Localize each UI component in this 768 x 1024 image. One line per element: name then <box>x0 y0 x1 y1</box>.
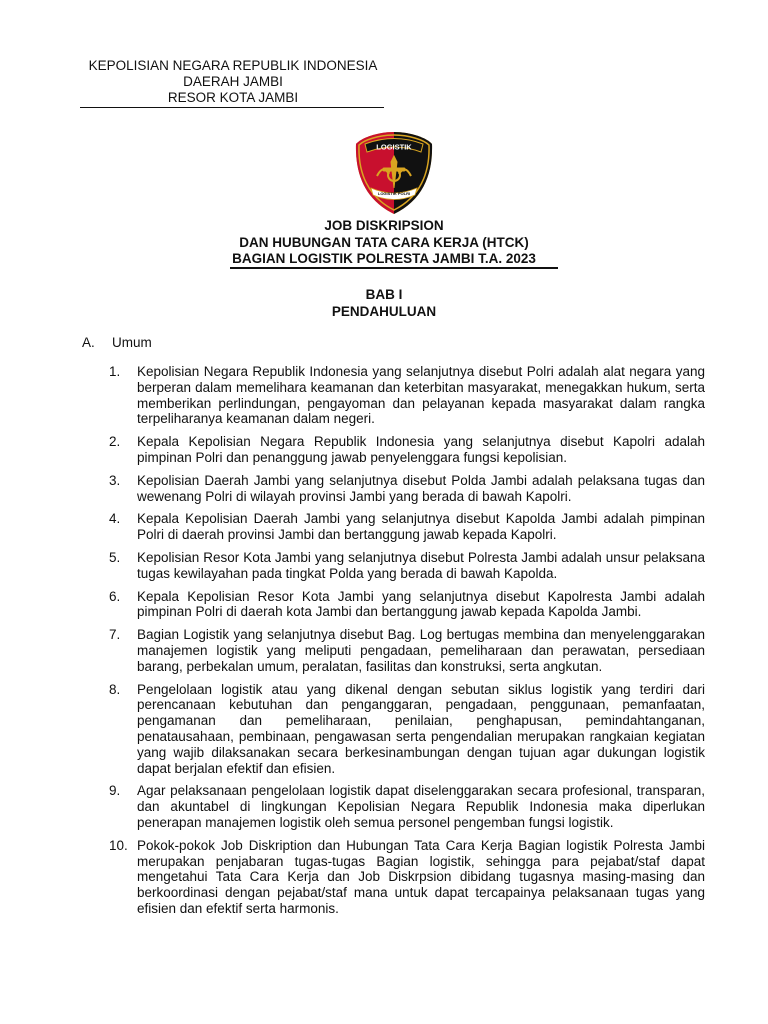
title-line-2: DAN HUBUNGAN TATA CARA KERJA (HTCK) <box>239 234 529 250</box>
list-item <box>109 838 705 917</box>
emblem-ribbon-label: LOGISTIK POLRI <box>377 191 411 196</box>
letterhead <box>80 58 386 106</box>
list-item-text: Kepala Kepolisian Negara Republik Indonesia yang selanjutnya disebut Kapolri adalah pimpinan Polri dan penanggung jawab penyelenggara fungsi kepolisian. <box>137 434 705 465</box>
list-item-text: Kepolisian Resor Kota Jambi yang selanjutnya disebut Polresta Jambi adalah unsur pelaksana tugas kewilayahan pada tingkat Polda yang berada di bawah Kapolda. <box>137 549 705 581</box>
list-item-number: 4. <box>109 511 121 527</box>
list-item-text: Pengelolaan logistik atau yang dikenal dengan sebutan siklus logistik yang terdiri dari perencanaan kebutuhan dan penganggaran, pengadaan, penggunaan, pemanfaatan, pengamanan dan pemeliharaan, penilaian, penghapusan, pemindahtanganan, penatausahaan, pembinaan, pengawasan serta pengendalian merupakan rangkaian kegiatan yang wajib dilaksanakan secara berkesinambungan dengan tujuan agar dukungan logistik dapat berjalan efektif dan efisien. <box>137 681 705 776</box>
list-item <box>109 589 705 621</box>
list-item-number: 5. <box>109 549 121 565</box>
chapter-name: PENDAHULUAN <box>331 303 437 319</box>
list-item-text: Agar pelaksanaan pengelolaan logistik dapat diselenggarakan secara profesional, transparan, dan akuntabel di lingkungan Kepolisian Negara Republik Indonesia maka diperlukan penerapan manajemen logistik oleh semua personel pengemban fungsi logistik. <box>137 783 705 830</box>
list-item-number: 8. <box>109 681 121 697</box>
list-item-text: Kepala Kepolisian Resor Kota Jambi yang selanjutnya disebut Kapolresta Jambi adalah pimpinan Polri di daerah kota Jambi dan bertanggung jawab kepada Kapolda Jambi. <box>137 588 705 620</box>
list-item <box>109 682 705 777</box>
list-item-text: Kepala Kepolisian Daerah Jambi yang selanjutnya disebut Kapolda Jambi adalah pimpinan Polri di daerah provinsi Jambi dan bertanggung jawab kepada Kapolri. <box>137 511 705 543</box>
numbered-list <box>109 364 705 924</box>
title-line-3: BAGIAN LOGISTIK POLRESTA JAMBI T.A. 2023 <box>232 251 536 266</box>
section-title: Umum <box>112 335 152 350</box>
list-item <box>109 783 705 830</box>
letterhead-line-1: KEPOLISIAN NEGARA REPUBLIK INDONESIA <box>88 58 378 73</box>
list-item <box>109 550 705 582</box>
list-item-text: Pokok-pokok Job Diskription dan Hubungan Tata Cara Kerja Bagian logistik Polresta Jambi merupakan penjabaran tugas-tugas Bagian logistik, sehingga para pejabat/staf dapat mengetahui Tata Cara Kerja dan Job Diskrpsion dibidang tugasnya masing-masing dan berkoordinasi dengan pejabat/staf mana untuk dapat tercapainya pelaksanaan tugas yang efisien dan efektif serta harmonis. <box>137 837 705 916</box>
emblem-top-label: LOGISTIK <box>376 142 412 152</box>
list-item-text: Kepolisian Negara Republik Indonesia yang selanjutnya disebut Polri adalah alat negara yang berperan dalam memelihara keamanan dan keterbitan masyarakat, menegakkan hukum, serta memberikan perlindungan, pengayoman dan pelayanan kepada masyarakat dalam rangka terpeliharanya keamanan dalam negeri. <box>137 364 705 427</box>
list-item <box>109 627 705 674</box>
letterhead-line-3: RESOR KOTA JAMBI <box>167 90 299 105</box>
list-item-text: Kepolisian Daerah Jambi yang selanjutnya disebut Polda Jambi adalah pelaksana tugas dan wewenang Polri di wilayah provinsi Jambi yang berada di bawah Kapolri. <box>137 472 705 504</box>
list-item-number: 9. <box>109 783 121 799</box>
section-letter: A. <box>82 335 95 350</box>
title-line-1: JOB DISKRIPSION <box>324 218 444 233</box>
chapter-heading <box>200 287 568 320</box>
list-item <box>109 511 705 543</box>
list-item-text: Bagian Logistik yang selanjutnya disebut Bag. Log bertugas membina dan menyelenggarakan manajemen logistik yang meliputi pengadaan, pemeliharaan dan perawatan, persediaan barang, perbekalan umum, peralatan, fasilitas dan konstruksi, serta angkutan. <box>137 627 705 674</box>
list-item-number: 1. <box>109 364 121 379</box>
title-underline <box>230 267 558 269</box>
list-item-number: 3. <box>109 472 121 488</box>
chapter-number: BAB I <box>365 287 403 302</box>
letterhead-line-2: DAERAH JAMBI <box>183 74 283 89</box>
letterhead-divider <box>80 107 384 108</box>
list-item <box>109 364 705 427</box>
list-item-number: 10. <box>109 837 128 853</box>
list-item <box>109 434 705 466</box>
logistik-emblem-icon <box>353 130 435 216</box>
list-item-number: 7. <box>109 627 121 643</box>
document-title <box>200 218 568 268</box>
list-item-number: 6. <box>109 588 121 604</box>
list-item-number: 2. <box>109 434 121 450</box>
list-item <box>109 473 705 505</box>
section-heading <box>82 335 152 351</box>
